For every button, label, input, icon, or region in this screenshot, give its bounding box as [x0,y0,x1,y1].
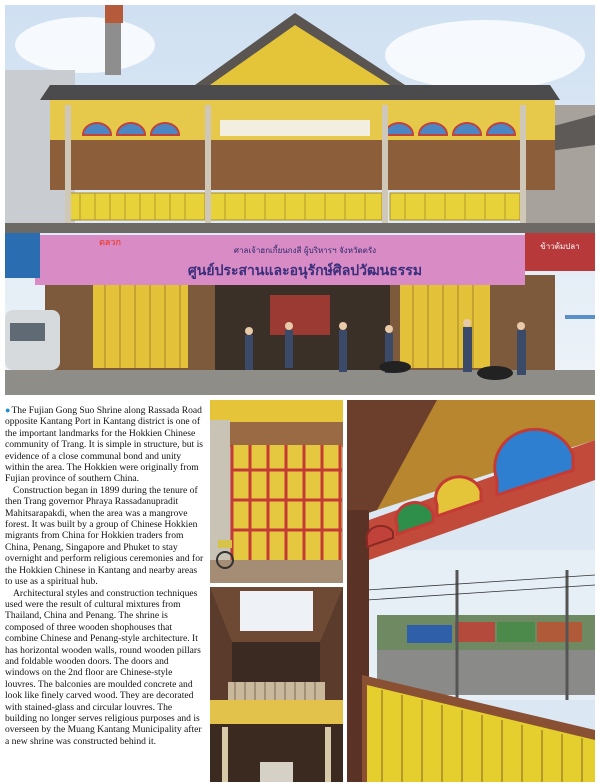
banner-main-text: ศูนย์ประสานและอนุรักษ์ศิลปวัฒนธรรม [187,263,423,279]
article-paragraph: ●The Fujian Gong Suo Shrine along Rassada Road opposite Kantang Port in Kantang district is one of the important landmarks for the Hokkien Chinese community of Trang. It is simple in structure, but is evidence of a close communal bond and unity within the area. The Hokkien were originally from Fujian province of southern China. [5,405,203,485]
bullet-icon: ● [5,405,11,415]
banner-small-text: ศาลเจ้าฮกเกี้ยนกงสี ผู้บริหารฯ จังหวัดตรัง [233,246,377,255]
shrine-facade-photo [5,5,595,395]
shop-sign-text: ข้าวต้มปลา [540,242,580,251]
yellow-doors-photo [210,400,343,583]
balcony-view-photo [347,400,595,782]
article-body [5,405,205,781]
article-paragraph: Construction began in 1899 during the tenure of then Trang governor Phraya Rassadanupradit Mahitsarapakdi, when the area was a mangrove forest. It was built by a group of Chinese Hokkien migrants from China for Hokkien traders from China, Penang, Singapore and Phuket to stay overnight and perform religious ceremonies and for the Hokkien Chinese in Kantang and nearby areas to use as a spiritual hub. [5,484,204,588]
article-paragraph: Architectural styles and construction techniques used were the result of cultural mixtures from Thailand, China and Penang. The shrine is composed of three wooden shophouses that combine Chinese and Penang-style architecture. It has horizontal wooden walls, round wooden pillars and foldable wooden doors. The doors and windows on the 2nd floor are Chinese-style louvres. The balconies are moulded concrete and look like finely carved wood. They are decorated with stained-glass and circular louvres. The building no longer serves religious purposes and is overseen by the Muang Kantang Municipality after a new shrine was constructed behind it. [5,587,202,747]
left-sign-text: ดลวก [99,238,121,248]
upper-hall-photo [210,587,343,782]
